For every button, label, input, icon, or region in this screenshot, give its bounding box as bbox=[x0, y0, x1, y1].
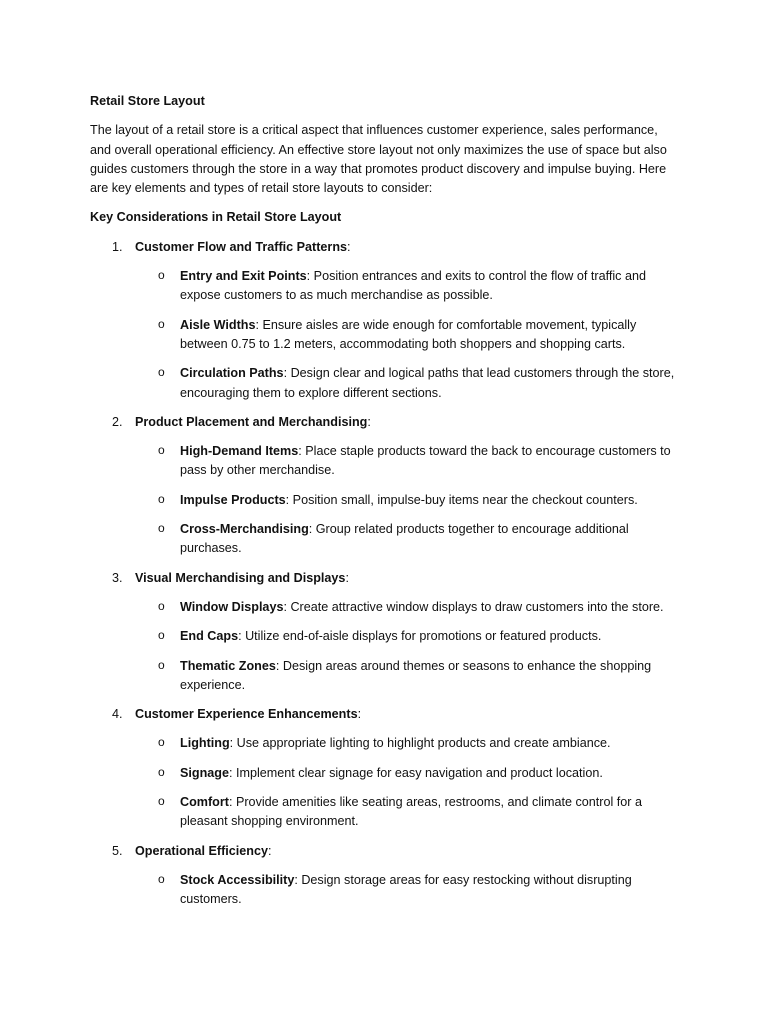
bullet-icon: o bbox=[158, 268, 165, 283]
document-body bbox=[90, 92, 680, 920]
bullet-icon: o bbox=[158, 598, 165, 613]
bullet-icon: o bbox=[158, 365, 165, 380]
sub-item-text: : Provide amenities like seating areas, restrooms, and climate control for a pleasant shopping environment. bbox=[180, 795, 642, 829]
list-item bbox=[90, 569, 680, 695]
sub-item-term: Impulse Products bbox=[180, 492, 286, 507]
sub-item-term: Stock Accessibility bbox=[180, 872, 295, 887]
sub-item-text: : Ensure aisles are wide enough for comfortable movement, typically between 0.75 to 1.2 meters, accommodating both shoppers and shopping carts. bbox=[180, 317, 637, 351]
intro-paragraph: The layout of a retail store is a critical aspect that influences customer experience, sales performance, and overall operational efficiency. An effective store layout not only maximizes the use of space but also guides customers through the store in a way that promotes product discovery and impulse buying. Here are key elements and types of retail store layouts to consider: bbox=[90, 123, 667, 196]
list-item-title: Visual Merchandising and Displays bbox=[135, 570, 346, 585]
sub-list-item bbox=[135, 316, 680, 355]
sub-list-item bbox=[135, 267, 680, 306]
sub-list-item bbox=[135, 734, 680, 753]
list-item-title: Product Placement and Merchandising bbox=[135, 414, 368, 429]
sub-item-term: Cross-Merchandising bbox=[180, 522, 309, 537]
bullet-icon: o bbox=[158, 628, 165, 643]
sub-item-term: Entry and Exit Points bbox=[180, 269, 307, 284]
sub-list-item bbox=[135, 871, 680, 910]
list-item bbox=[90, 413, 680, 559]
sub-item-term: Lighting bbox=[180, 736, 230, 751]
sub-list-item bbox=[135, 764, 680, 783]
list-item bbox=[90, 238, 680, 403]
list-number: 5. bbox=[112, 843, 123, 858]
bullet-icon: o bbox=[158, 735, 165, 750]
bullet-icon: o bbox=[158, 764, 165, 779]
list-item-colon: : bbox=[345, 570, 349, 585]
bullet-icon: o bbox=[158, 316, 165, 331]
list-number: 1. bbox=[112, 239, 123, 254]
sub-list-item bbox=[135, 627, 680, 646]
list-number: 2. bbox=[112, 414, 123, 429]
sub-item-text: : Group related products together to encourage additional purchases. bbox=[180, 522, 629, 556]
sub-list-item bbox=[135, 520, 680, 559]
sub-list-item bbox=[135, 598, 680, 617]
sub-item-text: : Design areas around themes or seasons to enhance the shopping experience. bbox=[180, 658, 652, 692]
list-item bbox=[90, 705, 680, 831]
list-item-colon: : bbox=[367, 414, 371, 429]
list-item-colon: : bbox=[347, 239, 351, 254]
sub-item-term: Circulation Paths bbox=[180, 366, 284, 381]
sub-item-text: : Utilize end-of-aisle displays for promotions or featured products. bbox=[238, 629, 602, 644]
sub-list bbox=[135, 442, 680, 558]
bullet-icon: o bbox=[158, 794, 165, 809]
list-item-colon: : bbox=[267, 843, 272, 858]
sub-list bbox=[135, 871, 680, 910]
sub-item-text: : Position small, impulse-buy items near the checkout counters. bbox=[285, 492, 638, 507]
bullet-icon: o bbox=[158, 871, 165, 886]
sub-item-text: : Design clear and logical paths that lead customers through the store, encouraging them to explore different sections. bbox=[180, 366, 675, 400]
document-title: Retail Store Layout bbox=[90, 94, 205, 108]
list-item-title: Customer Flow and Traffic Patterns bbox=[135, 239, 348, 254]
sub-item-text: : Create attractive window displays to draw customers into the store. bbox=[283, 599, 664, 614]
sub-item-term: Comfort bbox=[180, 795, 229, 810]
list-number: 3. bbox=[112, 570, 123, 585]
sub-item-term: Signage bbox=[180, 765, 229, 780]
sub-list-item bbox=[135, 793, 680, 832]
sub-item-text: : Position entrances and exits to control the flow of traffic and expose customers to as much merchandise as possible. bbox=[180, 269, 646, 303]
sub-item-text: : Design storage areas for easy restocking without disrupting customers. bbox=[180, 872, 632, 907]
sub-item-term: Window Displays bbox=[180, 599, 284, 614]
sub-item-term: Aisle Widths bbox=[180, 317, 256, 332]
sub-list-item bbox=[135, 364, 680, 403]
sub-item-term: Thematic Zones bbox=[180, 658, 276, 673]
sub-item-text: : Implement clear signage for easy navigation and product location. bbox=[229, 765, 603, 780]
bullet-icon: o bbox=[158, 491, 165, 506]
sub-list bbox=[135, 598, 680, 695]
considerations-list bbox=[90, 238, 680, 910]
sub-list bbox=[135, 267, 680, 403]
bullet-icon: o bbox=[158, 657, 165, 672]
sub-list-item bbox=[135, 491, 680, 510]
sub-list-item bbox=[135, 657, 680, 696]
sub-item-term: End Caps bbox=[180, 629, 239, 644]
sub-item-text: : Place staple products toward the back to encourage customers to pass by other merchandise. bbox=[180, 444, 671, 478]
list-item-title: Operational Efficiency bbox=[135, 843, 268, 858]
list-item bbox=[90, 842, 680, 910]
sub-list bbox=[135, 734, 680, 831]
bullet-icon: o bbox=[158, 521, 165, 536]
list-item-colon: : bbox=[357, 707, 362, 722]
list-item-title: Customer Experience Enhancements bbox=[135, 707, 358, 722]
section-heading: Key Considerations in Retail Store Layout bbox=[90, 210, 342, 225]
sub-list-item bbox=[135, 442, 680, 481]
list-number: 4. bbox=[112, 707, 123, 722]
sub-item-term: High-Demand Items bbox=[180, 444, 299, 459]
sub-item-text: : Use appropriate lighting to highlight products and create ambiance. bbox=[229, 736, 611, 751]
bullet-icon: o bbox=[158, 443, 165, 458]
